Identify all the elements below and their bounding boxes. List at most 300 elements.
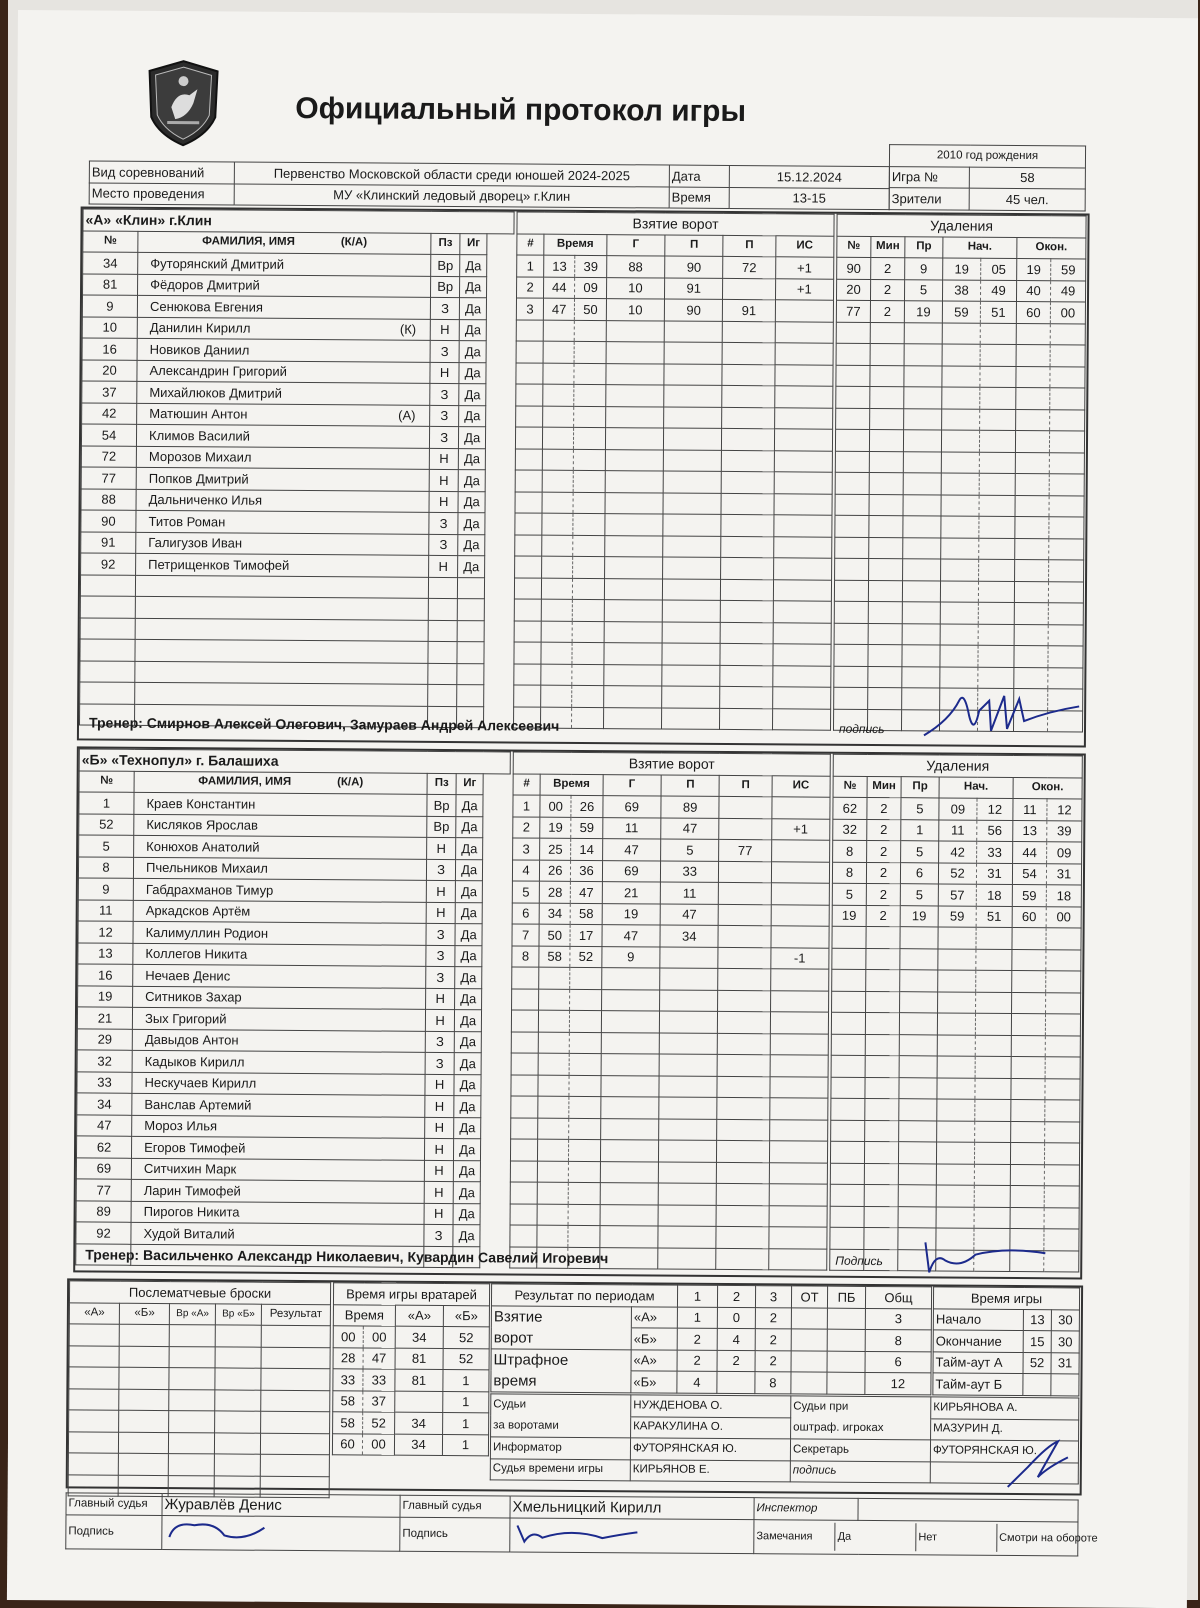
- goal-assist2: [718, 968, 770, 990]
- player-name: [137, 317, 430, 341]
- goal-second: [574, 384, 605, 406]
- goal-assist2: [721, 536, 773, 558]
- penalty-end-min: [1015, 538, 1049, 560]
- penalty-end-min: [1016, 366, 1050, 388]
- shootout-cell: [261, 1390, 330, 1412]
- goal-assist1: [664, 364, 723, 386]
- player-played: Да: [455, 924, 483, 946]
- penalty-start-sec: [975, 1121, 1011, 1143]
- goal-assist1: [662, 643, 721, 665]
- goal-assist2: [722, 385, 774, 407]
- penalty-end-min: 60: [1016, 301, 1050, 323]
- goal-assist1: [660, 968, 719, 990]
- team-b-penalties: [829, 754, 1083, 1273]
- penalty-end-sec: 09: [1047, 842, 1082, 864]
- game-no-value: 58: [969, 167, 1085, 189]
- player-played: Да: [454, 1074, 482, 1096]
- start-label: Начало: [933, 1308, 1023, 1330]
- penalty-reason: 1: [901, 819, 939, 841]
- goal-assist1: 90: [665, 256, 724, 278]
- goal-minute: [541, 621, 572, 643]
- player-position: З: [426, 945, 455, 967]
- player-position: Вр: [431, 276, 460, 298]
- penalty-player: 90: [837, 257, 871, 279]
- penalty-row: [831, 1055, 1080, 1078]
- goal-minute: [542, 449, 573, 471]
- penalty-row: [836, 322, 1085, 345]
- player-row: [78, 878, 509, 903]
- penalty-start-sec: [975, 1035, 1011, 1057]
- goal-scorer: [605, 428, 664, 450]
- col-name: ФАМИЛИЯ, ИМЯ (К/А): [134, 771, 427, 795]
- penalty-minutes: [864, 1141, 898, 1163]
- goal-number: 2: [517, 276, 544, 298]
- player-position: Н: [429, 491, 458, 513]
- penalty-player: [834, 623, 868, 645]
- player-number: 89: [76, 1200, 131, 1222]
- goal-scorer: [601, 989, 660, 1011]
- goal-row: [516, 319, 833, 343]
- player-name: [132, 1072, 425, 1096]
- club-logo-icon: [147, 59, 220, 153]
- penalty-reason: [903, 559, 941, 581]
- goal-strength: [774, 386, 833, 408]
- penalty-row: [830, 1163, 1079, 1186]
- goals-label: Взятие: [491, 1305, 631, 1327]
- penalty-row: [836, 365, 1085, 388]
- penalty-start-sec: 05: [981, 258, 1017, 280]
- goal-row: [517, 276, 834, 300]
- shootout-cell: [169, 1411, 215, 1433]
- goals-a-p1: 1: [677, 1307, 717, 1329]
- goal-assist1: [662, 622, 721, 644]
- player-position: З: [431, 297, 460, 319]
- goal-assist1: [659, 1076, 718, 1098]
- penalty-row: [836, 279, 1085, 302]
- pim-b-p1: 4: [677, 1371, 717, 1393]
- goal-minute: [537, 1161, 568, 1183]
- goal-scorer: 47: [602, 925, 661, 947]
- player-number: 16: [82, 338, 137, 360]
- player-row: [81, 445, 512, 470]
- player-row: [77, 1114, 508, 1139]
- shootout-col-gkb: Вр «Б»: [215, 1303, 261, 1325]
- penalty-end-sec: 00: [1046, 906, 1081, 928]
- penalty-start-min: [940, 580, 978, 602]
- penalty-end-min: 40: [1016, 280, 1050, 302]
- player-name-text: [138, 643, 148, 658]
- goal-assist2: [719, 818, 771, 840]
- goal-assist2: [721, 514, 773, 536]
- penalty-player: [830, 1206, 864, 1228]
- goal-row: [515, 513, 832, 537]
- penalty-end-min: [1016, 387, 1050, 409]
- pim-b-p3: 8: [755, 1372, 791, 1394]
- player-position: З: [429, 534, 458, 556]
- goal-assist2: [721, 600, 773, 622]
- penalty-start-sec: [980, 323, 1016, 345]
- goal-strength: +1: [771, 818, 830, 840]
- team-b-coach: Тренер: Васильченко Александр Николаевич, Кувардин Савелий Игоревич: [85, 1246, 609, 1267]
- shootout-cell: [260, 1454, 329, 1476]
- goal-assist2: [720, 643, 772, 665]
- player-played: Да: [459, 341, 487, 363]
- penalty-row: [835, 558, 1084, 581]
- goal-assist2: 91: [723, 299, 775, 321]
- shootout-cell: [261, 1411, 330, 1433]
- penalty-reason: [899, 1077, 937, 1099]
- period-col-3: 3: [755, 1286, 791, 1308]
- penalty-row: [830, 1206, 1079, 1229]
- goal-row: [515, 491, 832, 515]
- player-number: 34: [83, 252, 138, 274]
- player-name: [132, 1029, 425, 1053]
- see-back: Смотри на обороте: [997, 1524, 1078, 1553]
- player-position: Вр: [427, 794, 456, 816]
- player-played: Да: [454, 1031, 482, 1053]
- col-goal: Г: [603, 774, 662, 796]
- penalty-end-sec: [1048, 667, 1083, 689]
- goals-b-ot: [791, 1329, 827, 1351]
- penalty-start-min: [942, 387, 980, 409]
- goal-strength: [770, 969, 829, 991]
- goal-minute: [538, 1118, 569, 1140]
- penalty-row: [831, 1034, 1080, 1057]
- game-time-table: [932, 1286, 1080, 1396]
- player-row: [81, 488, 512, 513]
- player-row: [81, 531, 512, 556]
- penalty-start-min: [937, 1034, 975, 1056]
- player-number: 20: [82, 359, 137, 381]
- goal-strength: [771, 883, 830, 905]
- penalty-start-sec: [976, 949, 1012, 971]
- goal-number: [516, 341, 543, 363]
- penalty-start-min: [941, 451, 979, 473]
- penalty-end-sec: 59: [1051, 259, 1086, 281]
- player-position: [428, 684, 457, 706]
- shootout-cell: [119, 1367, 169, 1389]
- pim-b-p2: [717, 1371, 755, 1393]
- penalty-row: [835, 494, 1084, 517]
- player-name-text: Александрин Григорий: [149, 363, 287, 380]
- penalty-player: 77: [836, 300, 870, 322]
- player-name-text: Галигузов Иван: [148, 535, 243, 551]
- goal-second: [573, 535, 604, 557]
- player-name: [137, 403, 430, 427]
- player-number: 10: [82, 316, 137, 338]
- goal-scorer: 21: [602, 882, 661, 904]
- player-played: Да: [454, 1117, 482, 1139]
- remarks-table: [754, 1522, 1098, 1552]
- team-a-penalties: [833, 214, 1087, 733]
- goal-strength: [775, 300, 834, 322]
- penalty-player: 8: [832, 862, 866, 884]
- penalty-start-sec: [980, 409, 1016, 431]
- penalty-start-min: [940, 602, 978, 624]
- shootout-cell: [69, 1388, 119, 1410]
- player-played: Да: [454, 1096, 482, 1118]
- pim-b-ot: [791, 1372, 827, 1394]
- player-played: Да: [454, 1010, 482, 1032]
- goal-minute: [542, 492, 573, 514]
- goal-strength: [775, 343, 834, 365]
- player-position: З: [430, 405, 459, 427]
- shootout-cell: [215, 1368, 261, 1390]
- goalie-a: 81: [395, 1348, 443, 1370]
- penalty-row: [836, 343, 1085, 366]
- penalty-end-sec: [1049, 495, 1084, 517]
- shootout-cell: [119, 1389, 169, 1411]
- goal-second: [572, 621, 603, 643]
- shootout-cell: [214, 1454, 260, 1476]
- goal-assist1: [659, 1033, 718, 1055]
- goal-judges-label-2: за воротами: [491, 1415, 631, 1437]
- penalty-start-min: [937, 1099, 975, 1121]
- player-name: [136, 510, 429, 534]
- player-name: [138, 252, 431, 276]
- goal-row: [515, 427, 832, 451]
- player-name-text: Сенюкова Евгения: [149, 298, 264, 315]
- penalty-row: [836, 300, 1085, 323]
- penalty-start-sec: [974, 1142, 1010, 1164]
- goal-strength: [771, 926, 830, 948]
- player-row: [78, 964, 509, 989]
- player-name: [138, 274, 431, 298]
- penalty-reason: [903, 473, 941, 495]
- penbox-judge-2: МАЗУРИН Д.: [931, 1418, 1079, 1441]
- col-hash: #: [513, 773, 540, 795]
- penalty-player: [831, 1012, 865, 1034]
- player-name-text: Краев Константин: [146, 795, 256, 812]
- player-number: 37: [82, 381, 137, 403]
- penalty-reason: 6: [900, 862, 938, 884]
- penalty-start-sec: 51: [976, 906, 1012, 928]
- player-row: [83, 252, 514, 277]
- penalty-start-min: [936, 1142, 974, 1164]
- player-played: [457, 620, 485, 642]
- goal-second: [574, 363, 605, 385]
- penalty-end-sec: [1044, 1186, 1079, 1208]
- goal-row: [514, 642, 831, 666]
- goal-second: [569, 1075, 600, 1097]
- goal-minute: 00: [540, 795, 571, 817]
- penalty-end-min: [1011, 1035, 1045, 1057]
- team-a-tag: «А»: [631, 1306, 677, 1328]
- goal-number: [514, 599, 541, 621]
- player-played: Да: [459, 276, 487, 298]
- goal-assist1: [664, 321, 723, 343]
- player-name-text: Фёдоров Дмитрий: [150, 277, 260, 293]
- player-number: 13: [78, 942, 133, 964]
- shootout-cell: [169, 1346, 215, 1368]
- goal-strength: [773, 622, 832, 644]
- player-number: [80, 596, 135, 618]
- goal-scorer: [605, 471, 664, 493]
- goal-row: [514, 663, 831, 687]
- col-goal: Г: [606, 234, 665, 256]
- penalty-row: [833, 819, 1082, 842]
- goal-assist2: [717, 1076, 769, 1098]
- goal-minute: [543, 384, 574, 406]
- goal-row: [514, 599, 831, 623]
- player-position: Н: [426, 1009, 455, 1031]
- player-position: [429, 598, 458, 620]
- goal-number: [510, 1182, 537, 1204]
- goal-second: 58: [571, 903, 602, 925]
- player-position: [428, 641, 457, 663]
- goal-second: [569, 1053, 600, 1075]
- goal-assist2: [716, 1226, 768, 1248]
- goal-second: [573, 578, 604, 600]
- goal-assist2: [717, 1119, 769, 1141]
- penalty-end-min: 11: [1013, 798, 1047, 820]
- pen-title: Удаления: [837, 214, 1086, 237]
- player-name: [132, 1115, 425, 1139]
- player-row: [76, 1136, 507, 1161]
- team-b-signature-icon: [915, 1232, 1075, 1277]
- player-number: 9: [78, 878, 133, 900]
- player-number: 72: [81, 445, 136, 467]
- goalie-minute: 28: [333, 1347, 363, 1369]
- penalty-reason: [902, 580, 940, 602]
- col-no: №: [79, 770, 134, 792]
- goal-second: [569, 1161, 600, 1183]
- penalty-end-sec: 49: [1050, 280, 1085, 302]
- shootout-row: [69, 1367, 330, 1390]
- pim-a-p1: 2: [677, 1350, 717, 1372]
- col-pen-reason: Пр: [901, 776, 939, 798]
- player-played: [457, 577, 485, 599]
- penalty-reason: [904, 322, 942, 344]
- goal-assist1: [659, 1097, 718, 1119]
- player-row: [76, 1200, 507, 1225]
- player-row: [81, 424, 512, 449]
- goal-minute: 44: [544, 277, 575, 299]
- team-a-roster: [79, 208, 515, 728]
- end-hh: 15: [1023, 1331, 1051, 1353]
- goal-row: [511, 1031, 828, 1055]
- goal-assist2: [722, 407, 774, 429]
- goal-minute: [538, 1053, 569, 1075]
- goals-a-ot: [791, 1307, 827, 1329]
- goal-assist2: [722, 364, 774, 386]
- penalty-reason: [898, 1142, 936, 1164]
- penalty-minutes: [865, 1077, 899, 1099]
- player-played: Да: [453, 1139, 481, 1161]
- goal-second: [569, 1118, 600, 1140]
- goal-minute: 47: [543, 298, 574, 320]
- goal-number: [515, 448, 542, 470]
- penalty-minutes: [868, 580, 902, 602]
- player-number: 21: [77, 1007, 132, 1029]
- shootout-cell: [169, 1368, 215, 1390]
- goal-scorer: [604, 535, 663, 557]
- player-row: [80, 682, 511, 707]
- shootout-cell: [261, 1368, 330, 1390]
- penalty-minutes: 2: [866, 883, 900, 905]
- goalie-minute: 33: [333, 1369, 363, 1391]
- player-played: Да: [454, 988, 482, 1010]
- player-name-text: Дальниченко Илья: [148, 492, 263, 508]
- penalty-end-sec: [1049, 517, 1084, 539]
- player-row: [82, 295, 513, 320]
- penalty-end-min: [1016, 344, 1050, 366]
- player-played: Да: [453, 1203, 481, 1225]
- penalty-start-sec: [974, 1185, 1010, 1207]
- competition-label: Вид соревнований: [89, 161, 234, 184]
- goal-scorer: 69: [603, 796, 662, 818]
- penalty-row: [831, 1098, 1080, 1121]
- goal-strength: [770, 1012, 829, 1034]
- penalty-player: 62: [833, 797, 867, 819]
- penalty-start-sec: 18: [976, 884, 1012, 906]
- period-col-2: 2: [717, 1285, 755, 1307]
- goal-assist2: [719, 796, 771, 818]
- player-name-text: Титов Роман: [148, 513, 226, 530]
- gk-col-a: «А»: [395, 1305, 443, 1327]
- goal-assist1: [663, 493, 722, 515]
- goal-row: [512, 859, 829, 883]
- player-played: Да: [459, 384, 487, 406]
- penalty-player: [831, 1034, 865, 1056]
- captain-mark: (А): [398, 407, 416, 424]
- penalty-reason: [904, 408, 942, 430]
- game-number-table: [889, 144, 1086, 211]
- competition-value: Первенство Московской области среди юношей 2024-2025: [234, 162, 669, 187]
- penalty-end-sec: [1048, 603, 1083, 625]
- player-name-text: Кисляков Ярослав: [146, 817, 259, 833]
- penalty-player: [836, 408, 870, 430]
- penalty-end-min: 60: [1012, 906, 1046, 928]
- goal-scorer: [603, 664, 662, 686]
- goal-assist2: [718, 1054, 770, 1076]
- player-name: [131, 1201, 424, 1225]
- penalty-end-min: [1015, 495, 1049, 517]
- team-a-tag: «А»: [631, 1349, 677, 1371]
- col-pen-end: Окон.: [1013, 777, 1082, 799]
- goal-second: 59: [571, 817, 602, 839]
- penalty-minutes: [870, 343, 904, 365]
- player-name-text: Нечаев Денис: [145, 967, 231, 984]
- penalty-minutes: 2: [866, 862, 900, 884]
- penalty-start-sec: [975, 1078, 1011, 1100]
- goal-minute: 34: [539, 903, 570, 925]
- penalty-player: [834, 666, 868, 688]
- goal-strength: [773, 558, 832, 580]
- period-col-so: ПБ: [827, 1286, 865, 1308]
- goal-scorer: [601, 1075, 660, 1097]
- player-position: З: [430, 340, 459, 362]
- penalty-end-sec: [1049, 452, 1084, 474]
- goal-strength: [774, 450, 833, 472]
- player-row: [77, 1028, 508, 1053]
- goal-scorer: [605, 385, 664, 407]
- goal-number: 1: [513, 795, 540, 817]
- penalty-minutes: 2: [870, 300, 904, 322]
- player-name-text: Пчельников Михаил: [146, 860, 268, 877]
- player-name: [133, 943, 426, 967]
- player-number: 29: [77, 1028, 132, 1050]
- player-name-text: Михайлюков Дмитрий: [149, 384, 283, 401]
- goal-row: [516, 384, 833, 408]
- goal-second: [573, 492, 604, 514]
- penalty-end-min: 59: [1012, 884, 1046, 906]
- goal-number: [514, 577, 541, 599]
- penalty-minutes: [870, 322, 904, 344]
- player-name: [134, 835, 427, 859]
- penalty-end-min: [1011, 1056, 1045, 1078]
- goal-assist2: [721, 622, 773, 644]
